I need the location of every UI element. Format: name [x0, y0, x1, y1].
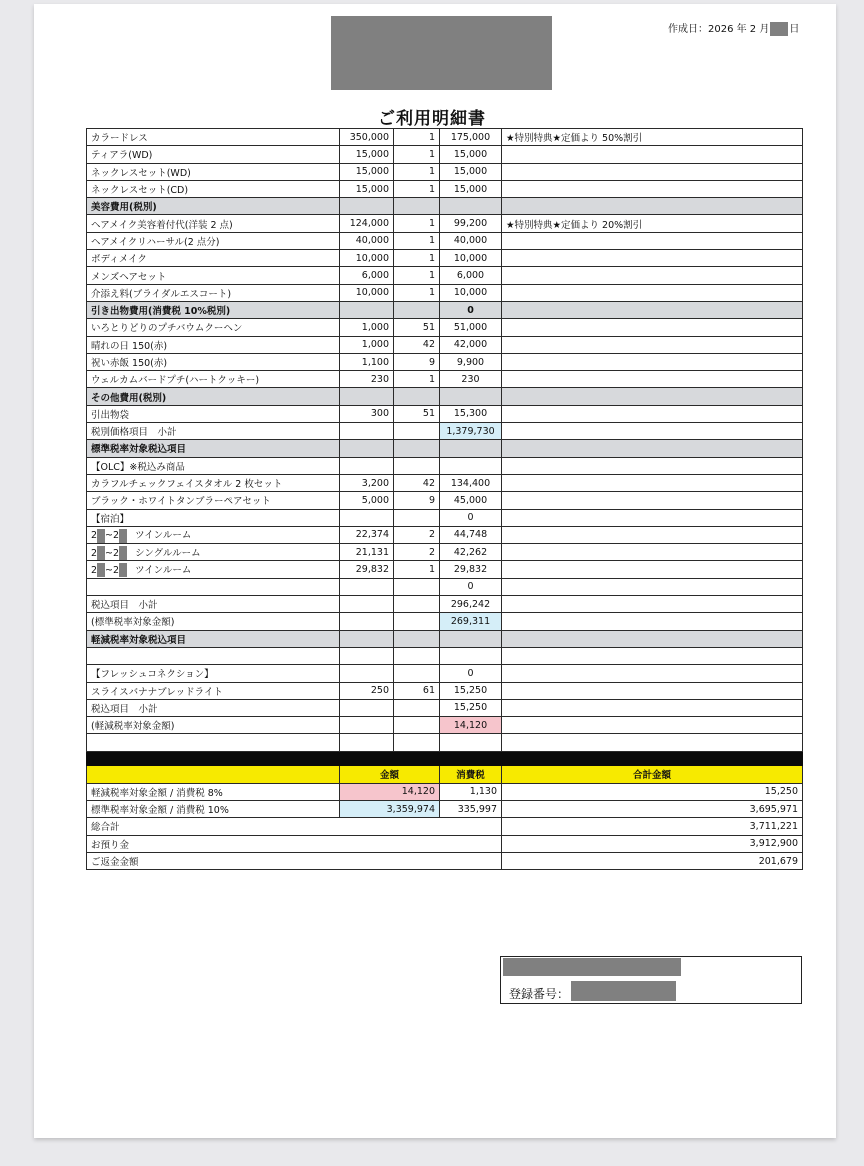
section-total: [440, 198, 502, 215]
item-note: [502, 353, 803, 370]
item-row: [87, 215, 803, 232]
item-name: スライスバナナブレッドライト: [87, 682, 340, 699]
section-total: [440, 440, 502, 457]
item-note: [502, 509, 803, 526]
summary-body: [87, 751, 803, 869]
item-name: (軽減税率対象金額): [87, 717, 340, 734]
item-unit-price: [340, 423, 394, 440]
item-row: [87, 353, 803, 370]
stay-date-start: 2: [91, 547, 98, 559]
reduced-rate-label: 軽減税率対象金額 / 消費税 8%: [87, 783, 340, 800]
item-total: 15,300: [440, 405, 502, 422]
item-total: [440, 647, 502, 664]
item-note: [502, 492, 803, 509]
item-note: [502, 734, 803, 751]
item-unit-price: 40,000: [340, 232, 394, 249]
item-row: [87, 492, 803, 509]
stay-date-redacted: [119, 546, 127, 560]
section-header-row: [87, 440, 803, 457]
item-name: ブラック・ホワイトタンブラーペアセット: [87, 492, 340, 509]
item-quantity: 51: [394, 405, 440, 422]
stay-date-start: 2: [91, 564, 98, 576]
item-total: 0: [440, 665, 502, 682]
item-quantity: [394, 699, 440, 716]
item-quantity: 2: [394, 544, 440, 561]
item-total: 15,250: [440, 699, 502, 716]
item-note: [502, 267, 803, 284]
stay-date-end: ~2: [105, 547, 120, 559]
item-quantity: 9: [394, 492, 440, 509]
grand-total-label: 総合計: [87, 818, 502, 835]
registration-box: [500, 956, 802, 1004]
stay-date-end: ~2: [105, 530, 120, 542]
statement-table: [86, 128, 803, 870]
item-total: 51,000: [440, 319, 502, 336]
item-note: ★特別特典★定価より 20%割引: [502, 215, 803, 232]
item-unit-price: [340, 699, 394, 716]
item-note: [502, 232, 803, 249]
item-note: [502, 544, 803, 561]
item-quantity: [394, 647, 440, 664]
item-quantity: 1: [394, 267, 440, 284]
item-unit-price: 15,000: [340, 180, 394, 197]
item-quantity: 1: [394, 180, 440, 197]
item-quantity: 1: [394, 371, 440, 388]
item-unit-price: 15,000: [340, 163, 394, 180]
section-name: 美容費用(税別): [87, 198, 340, 215]
item-note: [502, 717, 803, 734]
item-total: 99,200: [440, 215, 502, 232]
item-note: [502, 250, 803, 267]
item-note: [502, 423, 803, 440]
item-name: 【OLC】※税込み商品: [87, 457, 340, 474]
item-total: 15,000: [440, 180, 502, 197]
item-quantity: 1: [394, 215, 440, 232]
item-row: [87, 596, 803, 613]
grand-total-row: [87, 818, 803, 835]
item-unit-price: 300: [340, 405, 394, 422]
item-total: 42,000: [440, 336, 502, 353]
item-row: [87, 509, 803, 526]
tax-header: 消費税: [440, 765, 502, 783]
deposit-label: お預り金: [87, 835, 502, 852]
item-unit-price: 230: [340, 371, 394, 388]
item-row: [87, 371, 803, 388]
item-quantity: 1: [394, 250, 440, 267]
section-header-row: [87, 388, 803, 405]
item-unit-price: 22,374: [340, 526, 394, 543]
item-total: 45,000: [440, 492, 502, 509]
item-name: 引出物袋: [87, 405, 340, 422]
item-quantity: [394, 423, 440, 440]
reduced-rate-tax: 1,130: [440, 783, 502, 800]
item-note: [502, 665, 803, 682]
item-quantity: 42: [394, 336, 440, 353]
item-total: 269,311: [440, 613, 502, 630]
item-note: [502, 457, 803, 474]
item-unit-price: [340, 509, 394, 526]
refund-label: ご返金金額: [87, 852, 502, 869]
item-name: メンズヘアセット: [87, 267, 340, 284]
item-note: [502, 578, 803, 595]
room-type: ツインルーム: [135, 564, 192, 576]
item-unit-price: 1,000: [340, 336, 394, 353]
item-total: 14,120: [440, 717, 502, 734]
stay-description: [87, 544, 340, 561]
item-name: ウェルカムバードプチ(ハートクッキー): [87, 371, 340, 388]
registration-number-redacted: [571, 981, 676, 1001]
item-unit-price: 3,200: [340, 474, 394, 491]
item-unit-price: 250: [340, 682, 394, 699]
section-header-row: [87, 630, 803, 647]
item-name: ティアラ(WD): [87, 146, 340, 163]
item-quantity: 1: [394, 129, 440, 146]
item-row: [87, 734, 803, 751]
item-note: [502, 163, 803, 180]
item-row: [87, 146, 803, 163]
item-unit-price: 10,000: [340, 284, 394, 301]
item-row: [87, 699, 803, 716]
item-note: [502, 405, 803, 422]
item-unit-price: 29,832: [340, 561, 394, 578]
item-quantity: 2: [394, 526, 440, 543]
item-note: [502, 474, 803, 491]
registration-number-label: 登録番号：: [509, 987, 570, 1001]
item-unit-price: 1,000: [340, 319, 394, 336]
item-name: 祝い赤飯 150(赤): [87, 353, 340, 370]
item-quantity: [394, 578, 440, 595]
item-row: [87, 163, 803, 180]
item-note: [502, 613, 803, 630]
item-total: 15,000: [440, 163, 502, 180]
item-row: [87, 423, 803, 440]
item-note: [502, 284, 803, 301]
item-quantity: 42: [394, 474, 440, 491]
item-quantity: 51: [394, 319, 440, 336]
item-row: [87, 232, 803, 249]
item-unit-price: 5,000: [340, 492, 394, 509]
item-row: [87, 613, 803, 630]
refund-value: 201,679: [502, 852, 803, 869]
item-total: 15,250: [440, 682, 502, 699]
item-quantity: [394, 457, 440, 474]
stay-row: [87, 561, 803, 578]
section-total: 0: [440, 301, 502, 318]
item-quantity: 1: [394, 561, 440, 578]
item-name: (標準税率対象金額): [87, 613, 340, 630]
item-unit-price: 15,000: [340, 146, 394, 163]
section-total: [440, 630, 502, 647]
stay-date-end: ~2: [105, 564, 120, 576]
item-total: 10,000: [440, 250, 502, 267]
item-note: [502, 682, 803, 699]
room-type: シングルルーム: [135, 547, 201, 559]
item-row: [87, 267, 803, 284]
separator-bar: [87, 751, 803, 765]
item-total: [440, 457, 502, 474]
creation-date-label: 作成日：2026 年 2 月: [668, 24, 770, 35]
item-name: 晴れの日 150(赤): [87, 336, 340, 353]
item-note: [502, 180, 803, 197]
item-row: [87, 284, 803, 301]
item-total: 44,748: [440, 526, 502, 543]
item-row: [87, 405, 803, 422]
item-unit-price: [340, 613, 394, 630]
item-row: [87, 474, 803, 491]
item-total: 10,000: [440, 284, 502, 301]
creation-date: [668, 20, 799, 36]
item-unit-price: 21,131: [340, 544, 394, 561]
section-name: 引き出物費用(消費税 10%税別): [87, 301, 340, 318]
standard-rate-total: 3,695,971: [502, 800, 803, 817]
item-quantity: [394, 665, 440, 682]
item-quantity: 1: [394, 146, 440, 163]
item-row: [87, 457, 803, 474]
section-header-row: [87, 301, 803, 318]
item-row: [87, 250, 803, 267]
item-name: ヘアメイク美容着付代(洋装 2 点): [87, 215, 340, 232]
item-unit-price: 10,000: [340, 250, 394, 267]
item-total: 42,262: [440, 544, 502, 561]
stay-date-redacted: [119, 529, 127, 543]
item-total: 6,000: [440, 267, 502, 284]
standard-rate-label: 標準税率対象金額 / 消費税 10%: [87, 800, 340, 817]
creation-date-suffix: 日: [789, 24, 800, 35]
item-note: [502, 561, 803, 578]
item-quantity: 61: [394, 682, 440, 699]
item-name: 介添え料(ブライダルエスコート): [87, 284, 340, 301]
item-name: 税別価格項目 小計: [87, 423, 340, 440]
item-total: 40,000: [440, 232, 502, 249]
item-note: [502, 146, 803, 163]
stay-description: [87, 561, 340, 578]
item-total: 1,379,730: [440, 423, 502, 440]
item-note: [502, 526, 803, 543]
item-name: [87, 647, 340, 664]
date-day-redacted: [770, 22, 788, 36]
item-row: [87, 647, 803, 664]
item-row: [87, 578, 803, 595]
item-note: [502, 319, 803, 336]
stay-description: [87, 526, 340, 543]
item-quantity: 1: [394, 232, 440, 249]
item-quantity: 1: [394, 284, 440, 301]
item-unit-price: [340, 578, 394, 595]
reduced-rate-row: [87, 783, 803, 800]
item-note: [502, 336, 803, 353]
section-total: [440, 388, 502, 405]
item-total: 230: [440, 371, 502, 388]
reduced-rate-total: 15,250: [502, 783, 803, 800]
item-name: 【フレッシュコネクション】: [87, 665, 340, 682]
item-name: ボディメイク: [87, 250, 340, 267]
item-quantity: 1: [394, 163, 440, 180]
item-name: [87, 734, 340, 751]
item-row: [87, 682, 803, 699]
refund-row: [87, 852, 803, 869]
item-unit-price: 124,000: [340, 215, 394, 232]
standard-rate-row: [87, 800, 803, 817]
item-total: 0: [440, 578, 502, 595]
item-note: [502, 596, 803, 613]
item-total: 175,000: [440, 129, 502, 146]
item-unit-price: [340, 665, 394, 682]
item-name: カラードレス: [87, 129, 340, 146]
summary-header-row: [87, 765, 803, 783]
section-name: 軽減税率対象税込項目: [87, 630, 340, 647]
item-unit-price: [340, 596, 394, 613]
stay-date-redacted: [97, 563, 105, 577]
item-total: 296,242: [440, 596, 502, 613]
item-name: カラフルチェックフェイスタオル 2 枚セット: [87, 474, 340, 491]
item-row: [87, 319, 803, 336]
item-note: [502, 699, 803, 716]
item-unit-price: 1,100: [340, 353, 394, 370]
item-quantity: [394, 509, 440, 526]
item-total: 29,832: [440, 561, 502, 578]
item-unit-price: 6,000: [340, 267, 394, 284]
item-name: ネックレスセット(CD): [87, 180, 340, 197]
item-row: [87, 717, 803, 734]
item-quantity: [394, 717, 440, 734]
item-total: 9,900: [440, 353, 502, 370]
item-name: ヘアメイクリハーサル(2 点分): [87, 232, 340, 249]
item-name: 税込項目 小計: [87, 699, 340, 716]
grand-total-header: 合計金額: [502, 765, 803, 783]
item-row: [87, 129, 803, 146]
room-type: ツインルーム: [135, 530, 192, 542]
item-unit-price: 350,000: [340, 129, 394, 146]
item-name: [87, 578, 340, 595]
item-unit-price: [340, 717, 394, 734]
section-name: 標準税率対象税込項目: [87, 440, 340, 457]
item-name: 税込項目 小計: [87, 596, 340, 613]
item-total: 15,000: [440, 146, 502, 163]
item-name: いろとりどりのプチバウムクーヘン: [87, 319, 340, 336]
item-quantity: [394, 734, 440, 751]
item-total: [440, 734, 502, 751]
deposit-value: 3,912,900: [502, 835, 803, 852]
item-note: [502, 371, 803, 388]
item-unit-price: [340, 457, 394, 474]
section-header-row: [87, 198, 803, 215]
item-unit-price: [340, 734, 394, 751]
stay-date-redacted: [97, 546, 105, 560]
item-total: 0: [440, 509, 502, 526]
standard-rate-tax: 335,997: [440, 800, 502, 817]
statement-table-body: [87, 129, 803, 752]
item-row: [87, 336, 803, 353]
item-quantity: 9: [394, 353, 440, 370]
item-note: [502, 647, 803, 664]
amount-header: 金額: [340, 765, 440, 783]
item-total: 134,400: [440, 474, 502, 491]
stay-date-redacted: [97, 529, 105, 543]
item-name: ネックレスセット(WD): [87, 163, 340, 180]
document-title: ご利用明細書: [378, 109, 486, 129]
deposit-row: [87, 835, 803, 852]
section-name: その他費用(税別): [87, 388, 340, 405]
item-unit-price: [340, 647, 394, 664]
item-quantity: [394, 613, 440, 630]
item-name: 【宿泊】: [87, 509, 340, 526]
company-name-redacted: [503, 958, 681, 976]
item-row: [87, 180, 803, 197]
stay-date-redacted: [119, 563, 127, 577]
item-row: [87, 665, 803, 682]
stay-date-start: 2: [91, 530, 98, 542]
standard-rate-amount: 3,359,974: [340, 800, 440, 817]
item-quantity: [394, 596, 440, 613]
grand-total-value: 3,711,221: [502, 818, 803, 835]
reduced-rate-amount: 14,120: [340, 783, 440, 800]
stay-row: [87, 544, 803, 561]
stay-row: [87, 526, 803, 543]
company-logo-redacted: [331, 16, 552, 90]
item-note: ★特別特典★定価より 50%割引: [502, 129, 803, 146]
